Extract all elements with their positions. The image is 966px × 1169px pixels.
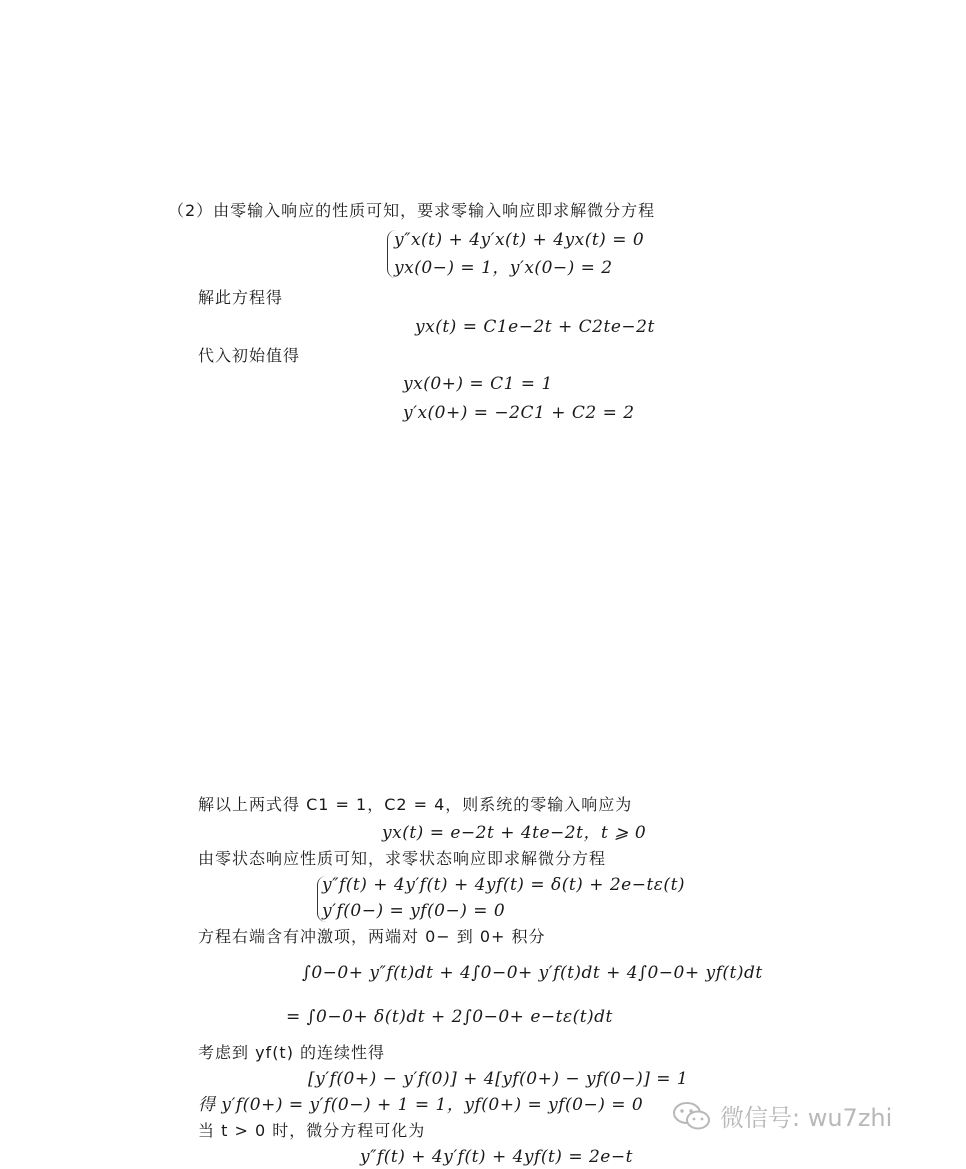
reduced-equation: y″f(t) + 4y′f(t) + 4yf(t) = 2e−t (360, 1147, 633, 1167)
zero-state-initial-conditions: y′f(0−) = yf(0−) = 0 (322, 901, 506, 921)
initial-value-label: 代入初始值得 (198, 346, 301, 365)
zero-input-initial-conditions: yx(0−) = 1，y′x(0−) = 2 (394, 258, 613, 278)
integral-lhs: ∫0−0+ y″f(t)dt + 4∫0−0+ y′f(t)dt + 4∫0−0+ yf(t)dt (302, 963, 763, 983)
zero-input-response: yx(t) = e−2t + 4te−2t，t ⩾ 0 (382, 823, 647, 843)
coefficient-result-text: 解以上两式得 C1 = 1，C2 = 4，则系统的零输入响应为 (198, 795, 633, 814)
initial-condition-eq-2: y′x(0+) = −2C1 + C2 = 2 (403, 403, 635, 423)
continuity-equation: [y′f(0+) − y′f(0)] + 4[yf(0+) − yf(0−)] = 1 (308, 1069, 689, 1089)
zero-state-equation: y″f(t) + 4y′f(t) + 4yf(t) = δ(t) + 2e−tε(t) (322, 875, 686, 895)
t-positive-label: 当 t > 0 时，微分方程可化为 (198, 1121, 426, 1140)
zero-input-equation: y″x(t) + 4y′x(t) + 4yx(t) = 0 (394, 230, 645, 250)
wechat-icon (672, 1100, 712, 1132)
watermark (672, 1098, 892, 1133)
continuity-label: 考虑到 yf(t) 的连续性得 (198, 1043, 386, 1062)
intro-text: （2）由零输入响应的性质可知，要求零输入响应即求解微分方程 (168, 201, 656, 220)
initial-value-result: 得 y′f(0+) = y′f(0−) + 1 = 1，yf(0+) = yf(0−) = 0 (198, 1095, 644, 1115)
initial-condition-eq-1: yx(0+) = C1 = 1 (403, 374, 553, 394)
integral-rhs: = ∫0−0+ δ(t)dt + 2∫0−0+ e−tε(t)dt (286, 1007, 613, 1027)
general-solution: yx(t) = C1e−2t + C2te−2t (415, 317, 655, 337)
watermark-text: 微信号: wu7zhi (720, 1104, 893, 1132)
solve-label: 解此方程得 (198, 288, 284, 307)
zero-state-intro: 由零状态响应性质可知，求零状态响应即求解微分方程 (198, 849, 607, 868)
impulse-note: 方程右端含有冲激项，两端对 0− 到 0+ 积分 (198, 927, 546, 946)
